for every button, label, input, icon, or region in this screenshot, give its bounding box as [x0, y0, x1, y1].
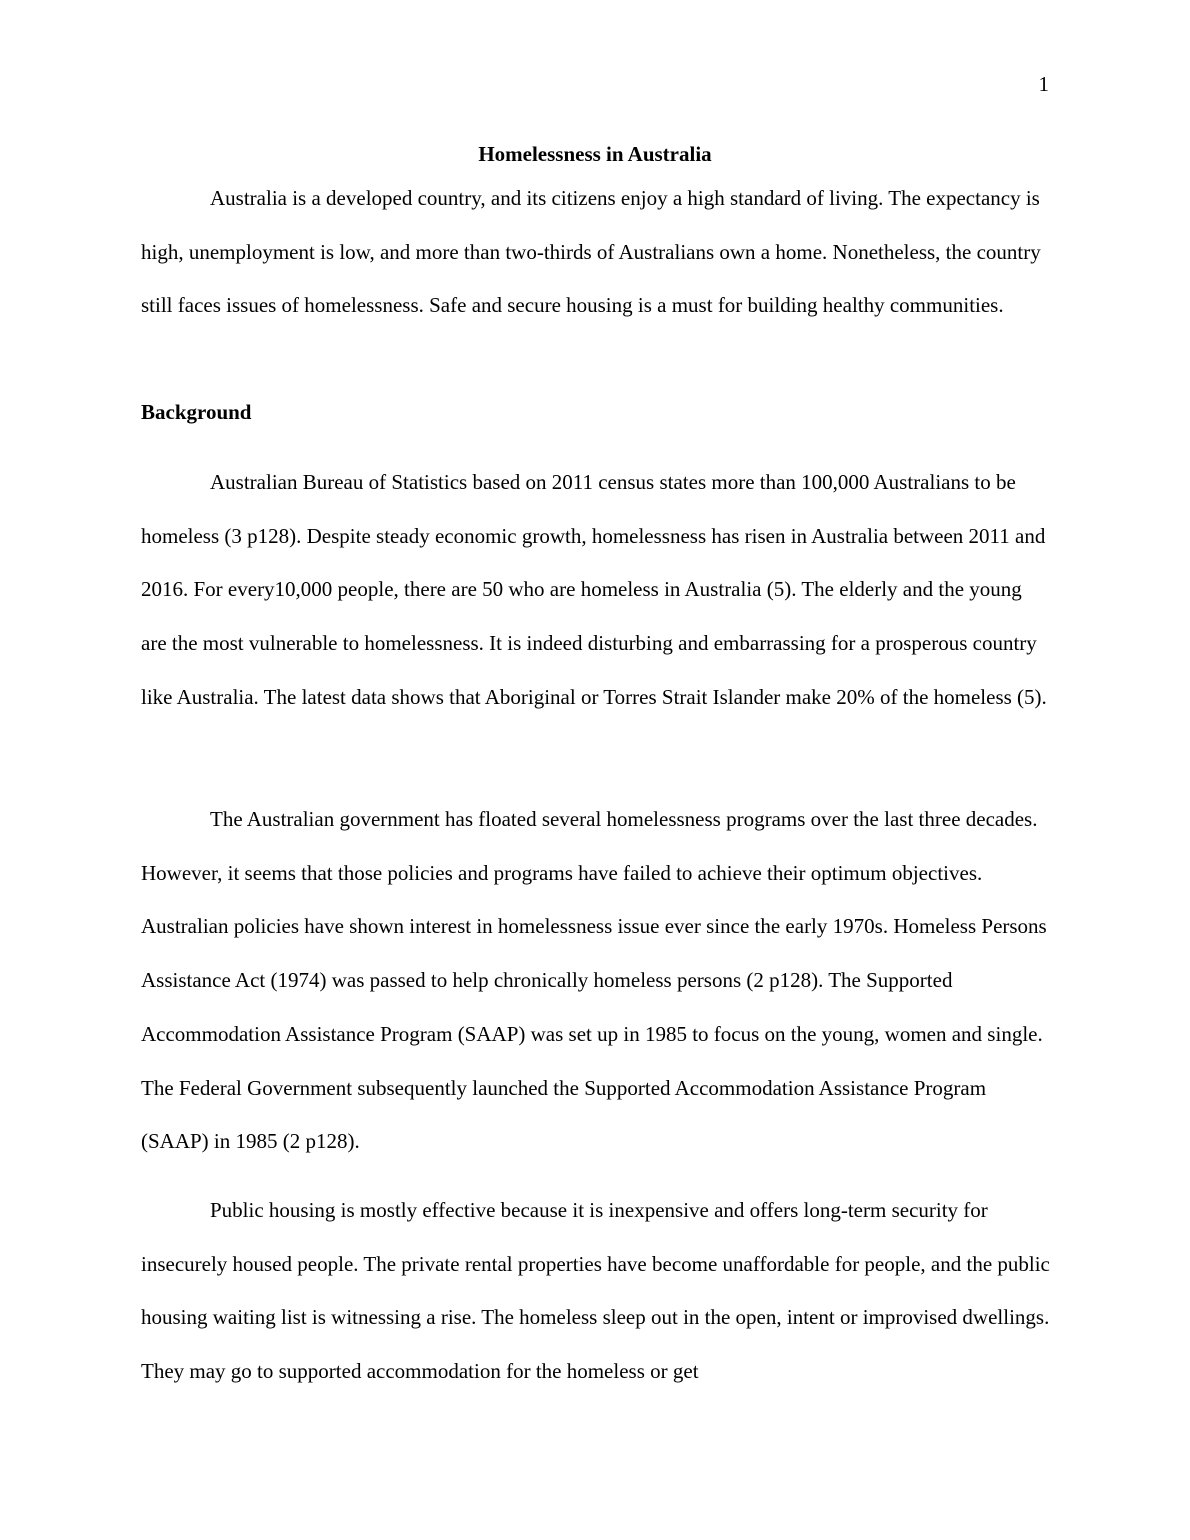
paragraph-public-housing: Public housing is mostly effective because it is inexpensive and offers long-term security for insecurely housed people. The private rental properties have become unaffordable for people, and the public housing waiting list is witnessing a rise. The homeless sleep out in the open, intent or improvised dwellings. They may go to supported accommodation for the homeless or get	[141, 1198, 1050, 1384]
page-number: 1	[1038, 72, 1049, 96]
paragraph-statistics: Australian Bureau of Statistics based on 2011 census states more than 100,000 Australians to be homeless (3 p128). Despite steady economic growth, homelessness has risen in Australia between 2011 and 2016. For every10,000 people, there are 50 who are homeless in Australia (5). The elderly and the young are the most vulnerable to homelessness. It is indeed disturbing and embarrassing for a prosperous country like Australia. The latest data shows that Aboriginal or Torres Strait Islander make 20% of the homeless (5).	[141, 470, 1047, 709]
section-heading-background: Background	[141, 400, 252, 424]
document-title: Homelessness in Australia	[478, 142, 712, 166]
paragraph-government-programs: The Australian government has floated several homelessness programs over the last three decades. However, it seems that those policies and programs have failed to achieve their optimum objectives. Australian policies have shown interest in homelessness issue ever since the early 1970s. Homeless Persons Assistance Act (1974) was passed to help chronically homeless persons (2 p128). The Supported Accommodation Assistance Program (SAAP) was set up in 1985 to focus on the young, women and single. The Federal Government subsequently launched the Supported Accommodation Assistance Program (SAAP) in 1985 (2 p128).	[141, 807, 1047, 1154]
paragraph-intro: Australia is a developed country, and its citizens enjoy a high standard of living. The expectancy is high, unemployment is low, and more than two-thirds of Australians own a home. Nonetheless, the country still faces issues of homelessness. Safe and secure housing is a must for building healthy communities.	[141, 186, 1041, 318]
